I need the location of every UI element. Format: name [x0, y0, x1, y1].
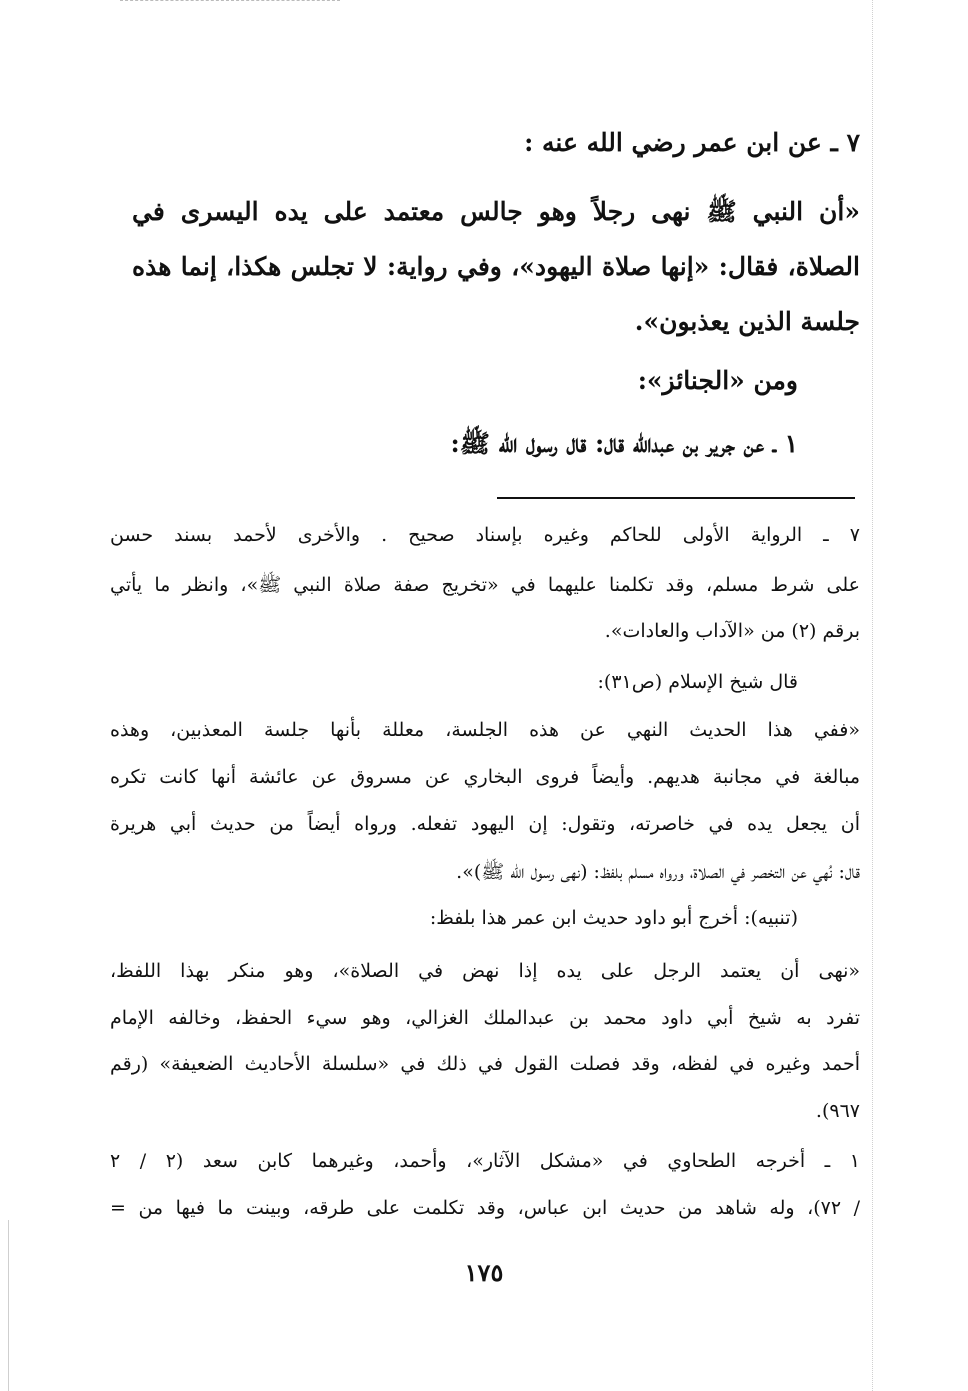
- footnote-line-13: ٩٦٧).: [815, 1100, 860, 1122]
- hadith-7-text-line-2: الصلاة، فقال: «إنها صلاة اليهود»، وفي رواية: لا تجلس هكذا، إنما هذه: [132, 252, 860, 281]
- footnote-line-3: برقم (٢) من «الآداب والعادات».: [604, 620, 860, 642]
- footnote-line-2: على شرط مسلم، وقد تكلمنا عليهما في «تخريج صفة صلاة النبي ﷺ»، وانظر ما يأتي: [110, 574, 860, 596]
- footnote-line-1: ٧ ـ الرواية الأولى للحاكم وغيره بإسناد صحيح . والأخرى لأحمد بسند حسن: [110, 524, 860, 546]
- section-heading-funerals: ومن «الجنائز»:: [637, 366, 798, 395]
- footnote-line-4: قال شيخ الإسلام (ص٣١):: [597, 671, 798, 693]
- scan-artifact-left-edge: [8, 1220, 9, 1391]
- hadith-1-heading: ١ ـ عن جرير بن عبدالله قال: قال رسول الله ﷺ:: [450, 429, 798, 458]
- page-number: ١٧٥: [464, 1258, 504, 1287]
- scan-artifact-margin: [872, 0, 873, 1391]
- hadith-7-text-line-1: «أن النبي ﷺ نهى رجلاً وهو جالس معتمد على يده اليسرى في: [132, 197, 860, 226]
- footnote-line-5: «ففي هذا الحديث النهي عن هذه الجلسة، معللة بأنها جلسة المعذبين، وهذه: [110, 719, 860, 741]
- footnote-line-12: أحمد وغيره في لفظه، وقد فصلت القول في ذلك في «سلسلة الأحاديث الضعيفة» (رقم: [110, 1053, 860, 1075]
- footnote-line-7: أن يجعل يده في خاصرته، وتقول: إن اليهود تفعله. ورواه أيضاً من حديث أبي هريرة: [110, 813, 860, 835]
- footnote-separator: [497, 497, 855, 499]
- scan-artifact-top: [120, 0, 340, 1]
- footnote-line-11: تفرد به شيخ أبي داود محمد بن عبدالملك الغزالي، وهو سيء الحفظ، وخالفه الإمام: [110, 1007, 860, 1029]
- footnote-line-9: (تنبيه): أخرج أبو داود حديث ابن عمر هذا بلفظ:: [429, 907, 798, 929]
- hadith-7-text-line-3: جلسة الذين يعذبون».: [634, 307, 860, 336]
- footnote-line-6: مبالغة في مجانبة هديهم. وأيضاً فروى البخاري عن مسروق عن عائشة أنها كانت تكره: [110, 766, 860, 788]
- hadith-7-heading: ٧ ـ عن ابن عمر رضي الله عنه :: [524, 128, 860, 157]
- footnote-line-10: «نهى أن يعتمد الرجل على يده إذا نهض في الصلاة»، وهو منكر بهذا اللفظ،: [110, 960, 860, 982]
- footnote-line-8: قال: نُهي عن التخصر في الصلاة، ورواه مسلم بلفظ: (نهى رسول الله ﷺ)».: [456, 861, 860, 883]
- footnote-line-15: / ٧٢)، وله شاهد من حديث ابن عباس، وقد تكلمت على طرقه، وبينت ما فيها من =: [110, 1197, 860, 1219]
- footnote-line-14: ١ ـ أخرجه الطحاوي في «مشكل الآثار»، وأحمد، وغيرهما كابن سعد (٢ / ٢: [110, 1150, 860, 1172]
